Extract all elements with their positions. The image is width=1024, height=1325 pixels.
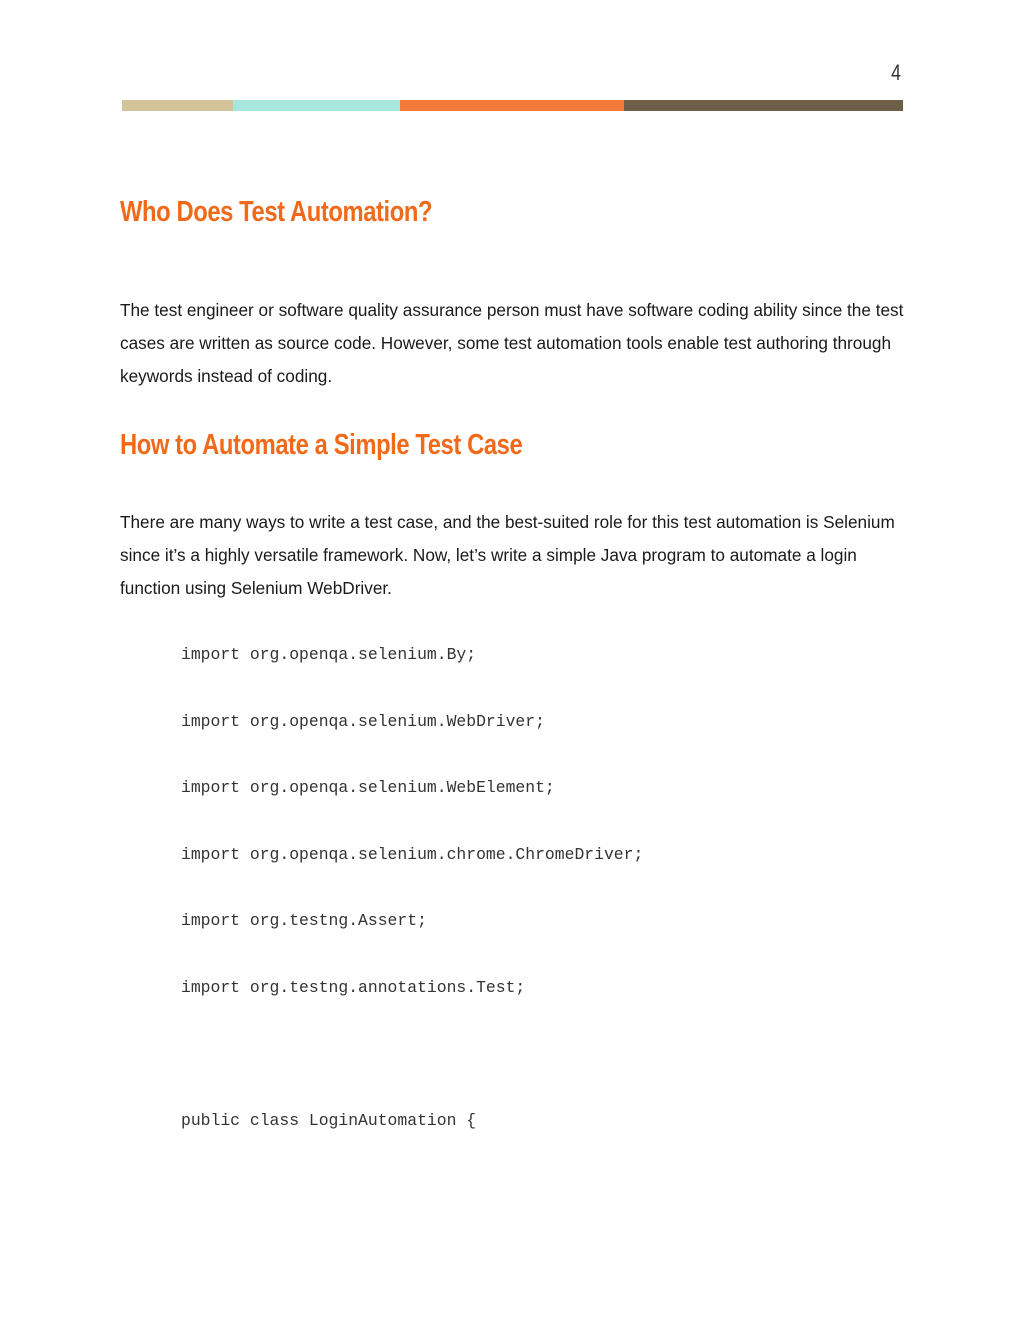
header-color-bar — [122, 100, 903, 111]
color-bar-segment-brown — [624, 100, 903, 111]
section-heading-how-to-automate: How to Automate a Simple Test Case — [120, 429, 523, 461]
section-paragraph-how-to-automate: There are many ways to write a test case, and the best-suited role for this test automation is Selenium since it’s a highly versatile framework. Now, let’s write a simple Java program to automate a login function using Selenium WebDriver. — [120, 512, 895, 598]
code-line: import org.testng.annotations.Test; — [181, 978, 526, 997]
code-line: import org.openqa.selenium.WebElement; — [181, 778, 555, 797]
code-line: import org.openqa.selenium.WebDriver; — [181, 712, 545, 731]
page-number: 4 — [891, 60, 901, 85]
color-bar-segment-aqua — [233, 100, 400, 111]
section-paragraph-who-does-test-automation: The test engineer or software quality assurance person must have software coding ability since the test cases are written as source code. However, some test automation tools enable test authoring through keywords instead of coding. — [120, 300, 904, 386]
color-bar-segment-orange — [400, 100, 624, 111]
code-line: import org.testng.Assert; — [181, 911, 427, 930]
code-line: public class LoginAutomation { — [181, 1111, 477, 1130]
code-line: import org.openqa.selenium.chrome.ChromeDriver; — [181, 845, 644, 864]
code-line: import org.openqa.selenium.By; — [181, 645, 477, 664]
color-bar-segment-tan — [122, 100, 233, 111]
section-heading-who-does-test-automation: Who Does Test Automation? — [120, 196, 433, 228]
